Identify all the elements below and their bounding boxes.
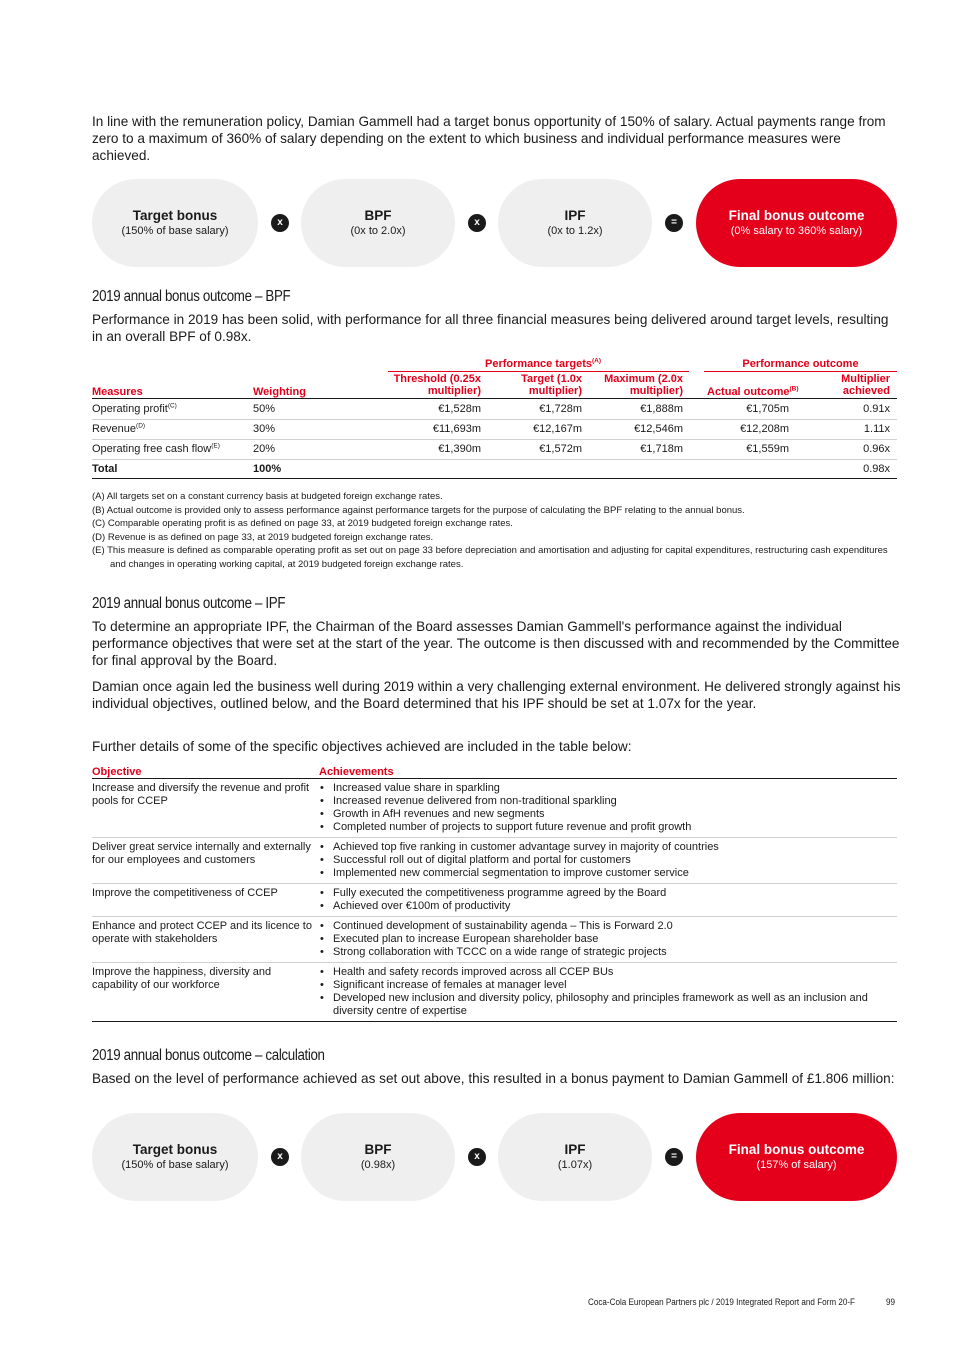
list-item: • Completed number of projects to support future revenue and profit growth [318,821,898,834]
pill-title: Final bonus outcome [728,207,865,223]
col-threshold: Threshold (0.25x multiplier) [393,373,481,397]
footnotes [92,490,897,571]
list-item: • Executed plan to increase European shareholder base [318,933,898,946]
multiply-icon: x [468,214,486,232]
cell-actual-outcome: €1,559m [746,443,789,455]
ipf-paragraph-1: To determine an appropriate IPF, the Chairman of the Board assesses Damian Gammell's performance against the individual performance objectives that were set at the start of the year. The outcome is then discussed with and recommended by the Committee for final approval by the Board. [92,619,900,668]
cell-weighting: 30% [253,423,276,435]
col-target: Target (1.0x multiplier) [521,373,582,397]
target-bonus-pill [92,179,258,267]
list-item: • Increased revenue delivered from non-traditional sparkling [318,795,898,808]
ipf-pill [498,179,652,267]
pill-subtitle: (1.07x) [557,1158,593,1171]
divider [92,962,897,963]
divider [92,398,897,399]
list-item: • Developed new inclusion and diversity policy, philosophy and principles framework as well as an inclusion and diversity centre of expertise [318,992,898,1018]
divider [92,459,897,460]
divider [92,1021,897,1022]
cell-maximum: €12,546m [634,423,683,435]
ipf-heading: 2019 annual bonus outcome – IPF [92,595,286,612]
achievements-list [318,887,898,913]
divider [92,419,897,420]
cell-measure: Revenue$^{(D)}$ [92,422,146,435]
multiply-icon: x [468,1148,486,1166]
list-item: • Health and safety records improved across all CCEP BUs [318,966,898,979]
target-bonus-pill [92,1113,258,1201]
objective-cell: Improve the happiness, diversity and capability of our workforce [92,966,272,991]
list-item: • Fully executed the competitiveness programme agreed by the Board [318,887,898,900]
divider [92,883,897,884]
pill-title: Target bonus [132,1141,218,1157]
calculation-paragraph: Based on the level of performance achieved as set out above, this resulted in a bonus payment to Damian Gammell of £1.806 million: [92,1071,895,1086]
col-objective: Objective [92,766,142,778]
pill-subtitle: (157% of salary) [756,1158,837,1171]
pill-title: BPF [364,207,392,223]
pill-subtitle: (0.98x) [360,1158,396,1171]
achievements-list [318,841,898,880]
group-header-targets: Performance targets$^{(A)}$ [484,357,602,370]
col-weighting: Weighting [253,386,306,398]
group-header-outcome: Performance outcome [742,358,859,370]
objective-cell: Increase and diversify the revenue and profit pools for CCEP [92,782,310,807]
pill-subtitle: (0x to 1.2x) [547,224,603,237]
footnote: (D) Revenue is as defined on page 33, at 2019 budgeted foreign exchange rates. [92,531,434,543]
footnote: (E) This measure is defined as comparable operating profit as set out on page 33 before depreciation and amortisation and adjusting for capital expenditures, restructuring cash expenditures and changes in operating working capital, at 2019 budgeted foreign exchange rates. [92,545,888,570]
cell-multiplier: 1.11x [863,423,890,435]
divider [704,371,897,372]
list-item: • Implemented new commercial segmentation to improve customer service [318,867,898,880]
divider [92,478,897,479]
cell-actual-outcome: €12,208m [740,423,789,435]
footnote: (A) All targets set on a constant currency basis at budgeted foreign exchange rates. [92,491,443,502]
final-bonus-pill [696,179,897,267]
col-measures: Measures [92,386,143,398]
cell-target: €1,572m [539,443,582,455]
col-achievements: Achievements [319,766,394,778]
bpf-pill [301,179,455,267]
objective-cell: Enhance and protect CCEP and its licence to operate with stakeholders [92,920,312,945]
pill-title: IPF [564,1141,586,1157]
final-bonus-pill [696,1113,897,1201]
pill-subtitle: (0% salary to 360% salary) [730,224,863,237]
ipf-pill [498,1113,652,1201]
divider [92,439,897,440]
cell-threshold: €1,390m [438,443,481,455]
list-item: • Increased value share in sparkling [318,782,898,795]
pill-title: Final bonus outcome [728,1141,865,1157]
cell-maximum: €1,888m [640,403,683,415]
calculation-heading: 2019 annual bonus outcome – calculation [92,1047,325,1064]
cell-multiplier: 0.96x [863,443,890,455]
bpf-pill [301,1113,455,1201]
cell-multiplier: 0.91x [863,403,890,415]
cell-target: €1,728m [539,403,582,415]
ipf-paragraph-2: Damian once again led the business well during 2019 within a very challenging external environment. He delivered strongly against his individual objectives, outlined below, and the Board determined that his IPF should be set at 1.07x for the year. [92,679,901,711]
cell-threshold: €1,528m [438,403,481,415]
list-item: • Successful roll out of digital platform and portal for customers [318,854,898,867]
list-item: • Strong collaboration with TCCC on a wide range of strategic projects [318,946,898,959]
list-item: • Significant increase of females at manager level [318,979,898,992]
list-item: • Achieved top five ranking in customer advantage survey in majority of countries [318,841,898,854]
col-maximum: Maximum (2.0x multiplier) [604,373,683,397]
intro-paragraph: In line with the remuneration policy, Damian Gammell had a target bonus opportunity of 150% of salary. Actual payments range from zero to a maximum of 360% of salary depending on the extent to which business and individual performance measures were achieved. [92,114,886,163]
total-weighting: 100% [253,463,282,475]
divider [388,371,689,372]
total-label: Total [92,463,118,475]
total-multiplier: 0.98x [863,463,890,475]
pill-title: Target bonus [132,207,218,223]
cell-actual-outcome: €1,705m [746,403,789,415]
cell-measure: Operating profit$^{(C)}$ [92,402,177,415]
multiply-icon: x [271,1148,289,1166]
pill-subtitle: (150% of base salary) [121,1158,229,1171]
footnote: (B) Actual outcome is provided only to assess performance against performance targets for the purpose of calculating the BPF relating to the annual bonus. [92,504,745,516]
col-actual-outcome: Actual outcome$^{(B)}$ [707,385,799,398]
list-item: • Achieved over €100m of productivity [318,900,898,913]
page-number: 99 [886,1297,896,1307]
cell-weighting: 50% [253,403,276,415]
equals-icon: = [665,214,683,232]
multiply-icon: x [271,214,289,232]
pill-subtitle: (0x to 2.0x) [350,224,406,237]
bpf-heading: 2019 annual bonus outcome – BPF [92,288,291,305]
footnote: (C) Comparable operating profit is as defined on page 33, at 2019 budgeted foreign exchange rates. [92,518,513,529]
pill-title: IPF [564,207,586,223]
bpf-paragraph: Performance in 2019 has been solid, with performance for all three financial measures being delivered around target levels, resulting in an overall BPF of 0.98x. [92,312,889,344]
achievements-list [318,782,898,834]
cell-measure: Operating free cash flow$^{(E)}$ [92,442,220,455]
divider [92,778,897,779]
ipf-paragraph-3: Further details of some of the specific objectives achieved are included in the table below: [92,739,632,754]
list-item: • Growth in AfH revenues and new segments [318,808,898,821]
list-item: • Continued development of sustainability agenda – This is Forward 2.0 [318,920,898,933]
objective-cell: Deliver great service internally and externally for our employees and customers [92,841,311,866]
cell-weighting: 20% [253,443,276,455]
achievements-list [318,966,898,1018]
equals-icon: = [665,1148,683,1166]
cell-threshold: €11,693m [432,423,481,435]
pill-subtitle: (150% of base salary) [121,224,229,237]
cell-maximum: €1,718m [640,443,683,455]
col-multiplier: Multiplier achieved [841,373,890,397]
achievements-list [318,920,898,959]
divider [92,916,897,917]
footer-text: Coca-Cola European Partners plc / 2019 Integrated Report and Form 20-F [588,1297,856,1307]
cell-target: €12,167m [533,423,582,435]
divider [92,837,897,838]
objective-cell: Improve the competitiveness of CCEP [92,887,278,899]
pill-title: BPF [364,1141,392,1157]
